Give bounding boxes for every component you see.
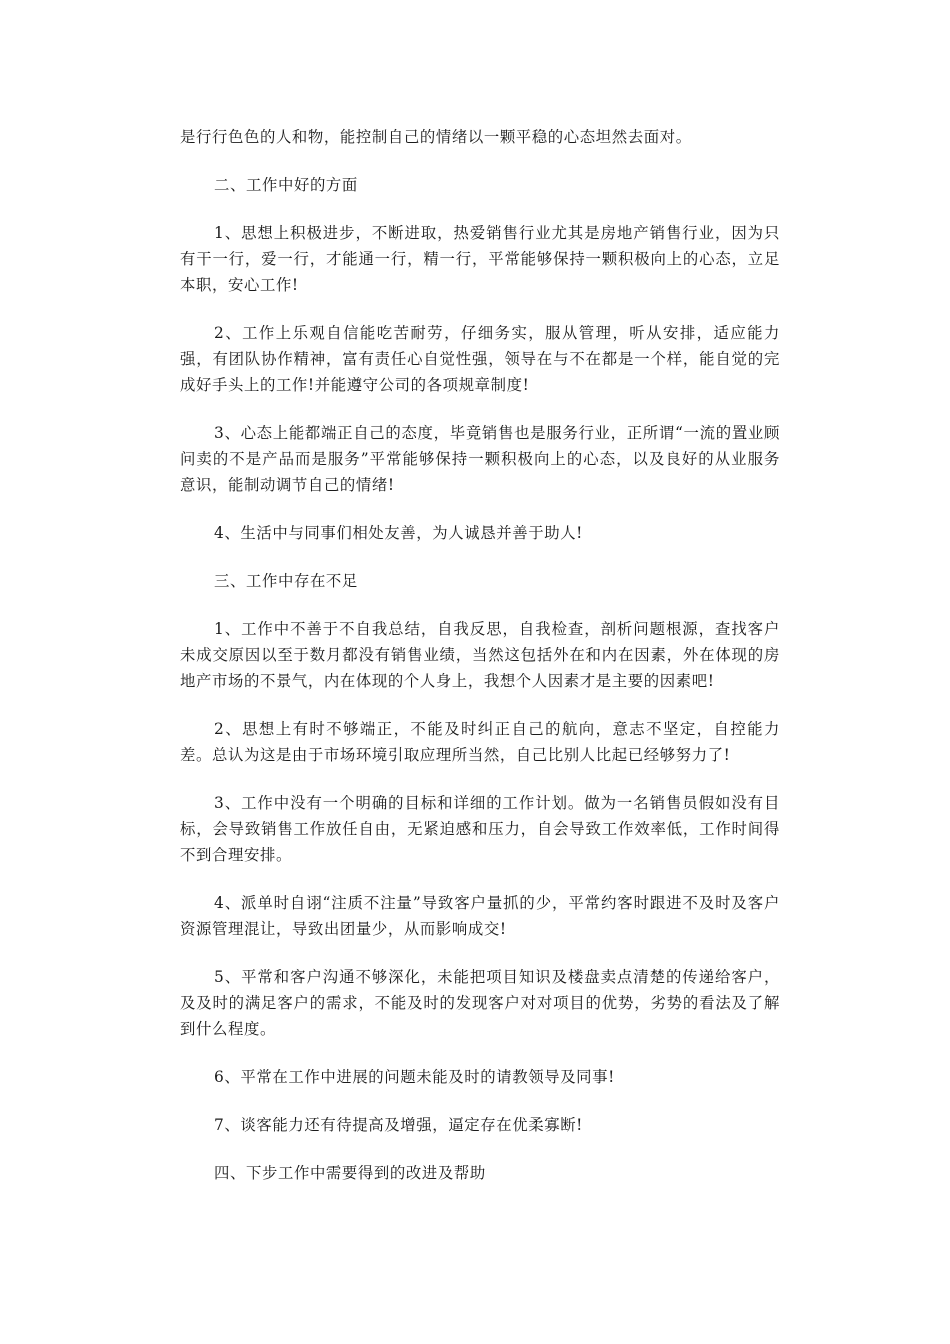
paragraph-shortcoming-6: 6、平常在工作中进展的问题未能及时的请教领导及同事! (214, 1068, 615, 1086)
paragraph-strength-3: 3、心态上能都端正自己的态度，毕竟销售也是服务行业，正所谓“一流的置业顾问卖的不是产品而是服务”平常能够保持一颗积极向上的心态，以及良好的从业服务意识，能制动调节自己的情绪! (180, 424, 780, 494)
paragraph-shortcoming-3: 3、工作中没有一个明确的目标和详细的工作计划。做为一名销售员假如没有目标，会导致销售工作放任自由，无紧迫感和压力，自会导致工作效率低，工作时间得不到合理安排。 (180, 794, 780, 864)
paragraph-shortcoming-5: 5、平常和客户沟通不够深化，未能把项目知识及楼盘卖点清楚的传递给客户，及及时的满足客户的需求，不能及时的发现客户对对项目的优势，劣势的看法及了解到什么程度。 (180, 968, 780, 1038)
section-heading-improvements: 四、下步工作中需要得到的改进及帮助 (214, 1164, 486, 1182)
document-body (180, 124, 780, 1186)
paragraph-shortcoming-4: 4、派单时自诩“注质不注量”导致客户量抓的少，平常约客时跟进不及时及客户资源管理混让，导致出团量少，从而影响成交! (180, 894, 780, 938)
section-heading-strengths: 二、工作中好的方面 (214, 176, 358, 194)
section-heading-shortcomings: 三、工作中存在不足 (214, 572, 358, 590)
paragraph-shortcoming-2: 2、思想上有时不够端正，不能及时纠正自己的航向，意志不坚定，自控能力差。总认为这是由于市场环境引取应理所当然，自己比别人比起已经够努力了! (180, 720, 780, 764)
paragraph-strength-1: 1、思想上积极进步，不断进取，热爱销售行业尤其是房地产销售行业，因为只有干一行，爱一行，才能通一行，精一行，平常能够保持一颗积极向上的心态，立足本职，安心工作! (180, 224, 780, 294)
paragraph-shortcoming-1: 1、工作中不善于不自我总结，自我反思，自我检查，剖析问题根源，查找客户未成交原因以至于数月都没有销售业绩，当然这包括外在和内在因素，外在体现的房地产市场的不景气，内在体现的个人身上，我想个人因素才是主要的因素吧! (180, 620, 780, 690)
paragraph-shortcoming-7: 7、谈客能力还有待提高及增强，逼定存在优柔寡断! (214, 1116, 583, 1134)
paragraph-strength-2: 2、工作上乐观自信能吃苦耐劳，仔细务实，服从管理，听从安排，适应能力强，有团队协作精神，富有责任心自觉性强，领导在与不在都是一个样，能自觉的完成好手头上的工作!并能遵守公司的各项规章制度! (180, 324, 780, 394)
paragraph-strength-4: 4、生活中与同事们相处友善，为人诚恳并善于助人! (214, 524, 583, 542)
paragraph-continuation: 是行行色色的人和物，能控制自己的情绪以一颗平稳的心态坦然去面对。 (180, 128, 692, 146)
